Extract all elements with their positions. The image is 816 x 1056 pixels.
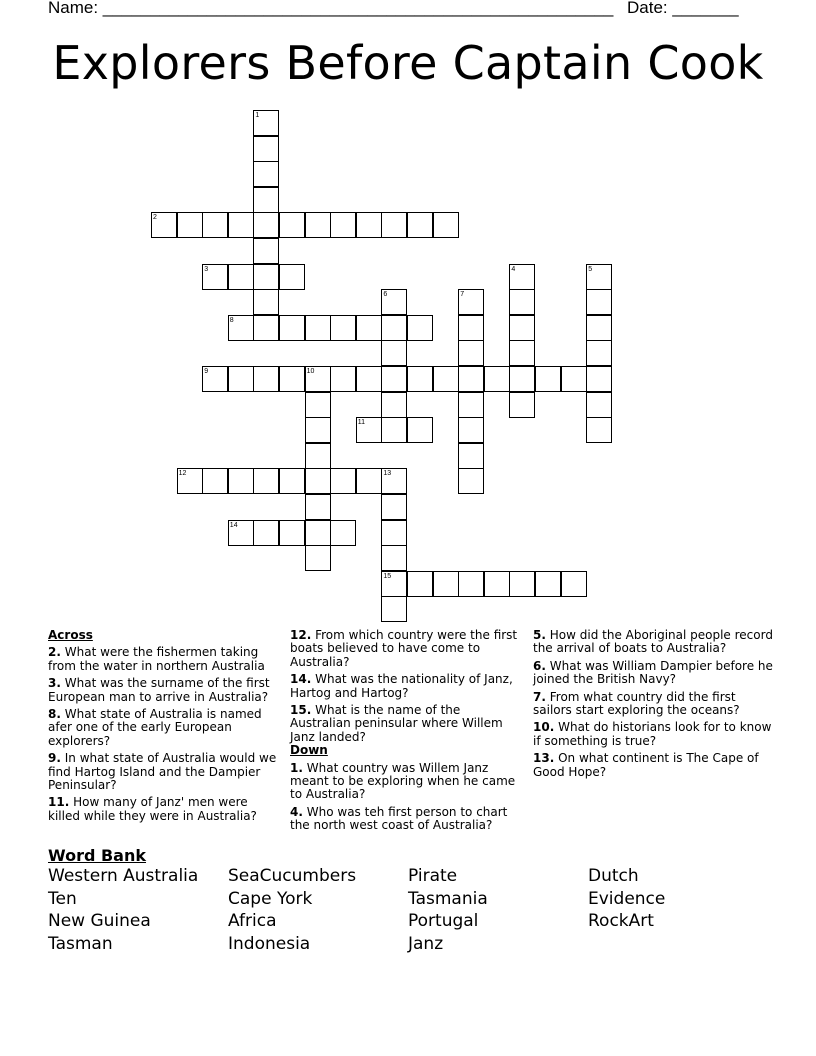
grid-cell[interactable] xyxy=(407,315,433,341)
cell-number: 12 xyxy=(178,470,187,478)
grid-cell[interactable] xyxy=(356,212,382,238)
grid-cell[interactable] xyxy=(458,468,484,494)
word-bank xyxy=(48,866,768,956)
grid-cell[interactable] xyxy=(458,417,484,443)
grid-cell[interactable] xyxy=(407,212,433,238)
grid-cell[interactable] xyxy=(458,443,484,469)
grid-cell[interactable] xyxy=(509,366,535,392)
grid-cell[interactable] xyxy=(356,315,382,341)
word-bank-row xyxy=(48,911,768,934)
cell-number: 9 xyxy=(204,368,209,375)
grid-cell[interactable] xyxy=(381,315,407,341)
grid-cell[interactable] xyxy=(509,315,535,341)
grid-cell[interactable] xyxy=(586,289,612,315)
grid-cell[interactable] xyxy=(381,212,407,238)
grid-cell[interactable] xyxy=(535,366,561,392)
grid-cell[interactable] xyxy=(330,520,356,546)
word-bank-item: Africa xyxy=(228,911,277,932)
grid-cell[interactable] xyxy=(253,289,279,315)
grid-cell[interactable] xyxy=(279,520,305,546)
grid-cell[interactable] xyxy=(509,392,535,418)
grid-cell[interactable] xyxy=(381,520,407,546)
grid-cell[interactable] xyxy=(330,315,356,341)
word-bank-item: SeaCucumbers xyxy=(228,866,357,886)
cell-number: 5 xyxy=(588,265,593,273)
grid-cell[interactable] xyxy=(202,212,228,238)
grid-cell[interactable] xyxy=(253,136,279,162)
grid-cell[interactable] xyxy=(433,571,459,597)
grid-cell[interactable] xyxy=(561,571,587,597)
cell-number: 4 xyxy=(511,265,516,273)
word-bank-item: Dutch xyxy=(588,866,639,886)
clue-across-9: 9. In what state of Australia would we find Hartog Island and the Dampier Peninsular? xyxy=(48,751,277,793)
cell-number: 15 xyxy=(383,572,392,580)
cell-number: 11 xyxy=(357,419,366,427)
word-bank-row xyxy=(48,934,768,957)
grid-cell[interactable] xyxy=(407,417,433,443)
grid-cell[interactable] xyxy=(458,315,484,341)
grid-cell[interactable] xyxy=(356,366,382,392)
word-bank-item: Tasman xyxy=(48,933,113,954)
clue-across-12: 12. From which country were the first boats believed to have come to Australia? xyxy=(290,628,518,669)
grid-cell[interactable] xyxy=(381,366,407,392)
word-bank-item: Tasmania xyxy=(408,888,488,909)
down-heading: Down xyxy=(290,743,328,758)
grid-cell[interactable] xyxy=(330,212,356,238)
grid-cell[interactable] xyxy=(433,366,459,392)
grid-cell[interactable] xyxy=(586,315,612,341)
clue-down-13: 13. On what continent is The Cape of Good Hope? xyxy=(533,751,759,779)
word-bank-item: Portugal xyxy=(408,911,479,932)
clue-across-8: 8. What state of Australia is named afer one of the early European explorers? xyxy=(48,707,262,748)
grid-cell[interactable] xyxy=(305,212,331,238)
clue-down-4: 4. Who was teh first person to chart the north west coast of Australia? xyxy=(290,804,508,833)
cell-number: 1 xyxy=(255,112,260,119)
cell-number: 7 xyxy=(460,291,465,299)
grid-cell[interactable] xyxy=(407,571,433,597)
clue-down-1: 1. What country was Willem Janz meant to be exploring when he came to Australia? xyxy=(290,760,516,802)
grid-cell[interactable] xyxy=(228,468,254,494)
grid-cell[interactable] xyxy=(330,468,356,494)
grid-cell[interactable] xyxy=(458,340,484,366)
grid-cell[interactable] xyxy=(381,392,407,418)
grid-cell[interactable] xyxy=(253,366,279,392)
word-bank-row xyxy=(48,866,768,889)
word-bank-item: Evidence xyxy=(588,888,666,909)
grid-cell[interactable] xyxy=(535,571,561,597)
grid-cell[interactable] xyxy=(381,340,407,366)
grid-cell[interactable] xyxy=(279,468,305,494)
grid-cell[interactable] xyxy=(305,545,331,571)
grid-cell[interactable] xyxy=(305,468,331,494)
grid-cell[interactable] xyxy=(458,571,484,597)
grid-cell[interactable] xyxy=(202,468,228,494)
grid-cell[interactable] xyxy=(586,366,612,392)
clue-across-3: 3. What was the surname of the first European man to arrive in Australia? xyxy=(48,676,270,704)
page-title: Explorers Before Captain Cook xyxy=(52,36,764,90)
grid-cell[interactable] xyxy=(305,520,331,546)
cell-number: 3 xyxy=(204,265,209,273)
clue-down-10: 10. What do historians look for to know if something is true? xyxy=(533,720,772,748)
word-bank-item: Cape York xyxy=(228,888,313,909)
grid-cell[interactable] xyxy=(228,366,254,392)
grid-cell[interactable] xyxy=(253,520,279,546)
word-bank-title: Word Bank xyxy=(48,846,147,865)
across-heading: Across xyxy=(48,628,93,642)
grid-cell[interactable] xyxy=(381,545,407,571)
name-field-label: Name: ______________________________________________________ xyxy=(48,0,614,17)
clue-across-14: 14. What was the nationality of Janz, Hartog and Hartog? xyxy=(290,672,513,700)
cell-number: 6 xyxy=(383,291,388,299)
grid-cell[interactable] xyxy=(305,315,331,341)
grid-cell[interactable] xyxy=(279,212,305,238)
grid-cell[interactable] xyxy=(305,443,331,469)
grid-cell[interactable] xyxy=(177,212,203,238)
clues-column-2 xyxy=(290,629,524,833)
grid-cell[interactable] xyxy=(381,494,407,520)
word-bank-item: New Guinea xyxy=(48,911,151,932)
clue-across-2: 2. What were the fishermen taking from the water in northern Australia xyxy=(48,645,265,673)
grid-cell[interactable] xyxy=(253,315,279,341)
cell-number: 2 xyxy=(153,214,157,222)
grid-cell[interactable] xyxy=(228,212,254,238)
grid-cell[interactable] xyxy=(381,596,407,622)
grid-cell[interactable] xyxy=(305,494,331,520)
grid-cell[interactable] xyxy=(305,392,331,418)
grid-cell[interactable] xyxy=(253,468,279,494)
word-bank-item: RockArt xyxy=(588,911,654,932)
word-bank-item: Ten xyxy=(48,888,77,909)
grid-cell[interactable] xyxy=(253,187,279,213)
grid-cell[interactable] xyxy=(509,340,535,366)
grid-cell[interactable] xyxy=(356,468,382,494)
word-bank-item: Western Australia xyxy=(48,866,199,886)
word-bank-item: Janz xyxy=(408,933,444,954)
grid-cell[interactable] xyxy=(561,366,587,392)
cell-number: 8 xyxy=(229,316,234,324)
grid-cell[interactable] xyxy=(433,212,459,238)
grid-cell[interactable] xyxy=(586,417,612,443)
grid-cell[interactable] xyxy=(305,417,331,443)
grid-cell[interactable] xyxy=(458,392,484,418)
grid-cell[interactable] xyxy=(253,212,279,238)
clue-down-5: 5. How did the Aboriginal people record the arrival of boats to Australia? xyxy=(533,628,773,656)
clues-column-3 xyxy=(533,629,773,779)
grid-cell[interactable] xyxy=(586,340,612,366)
word-bank-item: Indonesia xyxy=(228,933,311,954)
date-field-label: Date: _______ xyxy=(627,0,739,17)
word-bank-item: Pirate xyxy=(408,866,458,886)
clue-down-7: 7. From what country did the first sailors start exploring the oceans? xyxy=(533,689,740,718)
clue-across-15: 15. What is the name of the Australian peninsular where Willem Janz landed? xyxy=(290,703,503,744)
clue-down-6: 6. What was William Dampier before he joined the British Navy? xyxy=(533,658,773,687)
grid-cell[interactable] xyxy=(484,366,510,392)
grid-cell[interactable] xyxy=(509,289,535,315)
grid-cell[interactable] xyxy=(381,417,407,443)
cell-number: 10 xyxy=(306,368,315,375)
grid-cell[interactable] xyxy=(253,161,279,187)
grid-cell[interactable] xyxy=(253,238,279,264)
grid-cell[interactable] xyxy=(253,264,279,290)
word-bank-row xyxy=(48,889,768,912)
grid-cell[interactable] xyxy=(509,571,535,597)
grid-cell[interactable] xyxy=(279,264,305,290)
grid-cell[interactable] xyxy=(586,392,612,418)
grid-cell[interactable] xyxy=(458,366,484,392)
clue-across-11: 11. How many of Janz' men were killed while they were in Australia? xyxy=(48,795,257,823)
clues-column-1 xyxy=(48,629,282,823)
grid-cell[interactable] xyxy=(279,315,305,341)
grid-cell[interactable] xyxy=(279,366,305,392)
grid-cell[interactable] xyxy=(228,264,254,290)
cell-number: 14 xyxy=(229,521,238,529)
grid-cell[interactable] xyxy=(407,366,433,392)
grid-cell[interactable] xyxy=(330,366,356,392)
grid-cell[interactable] xyxy=(484,571,510,597)
cell-number: 13 xyxy=(383,470,392,478)
